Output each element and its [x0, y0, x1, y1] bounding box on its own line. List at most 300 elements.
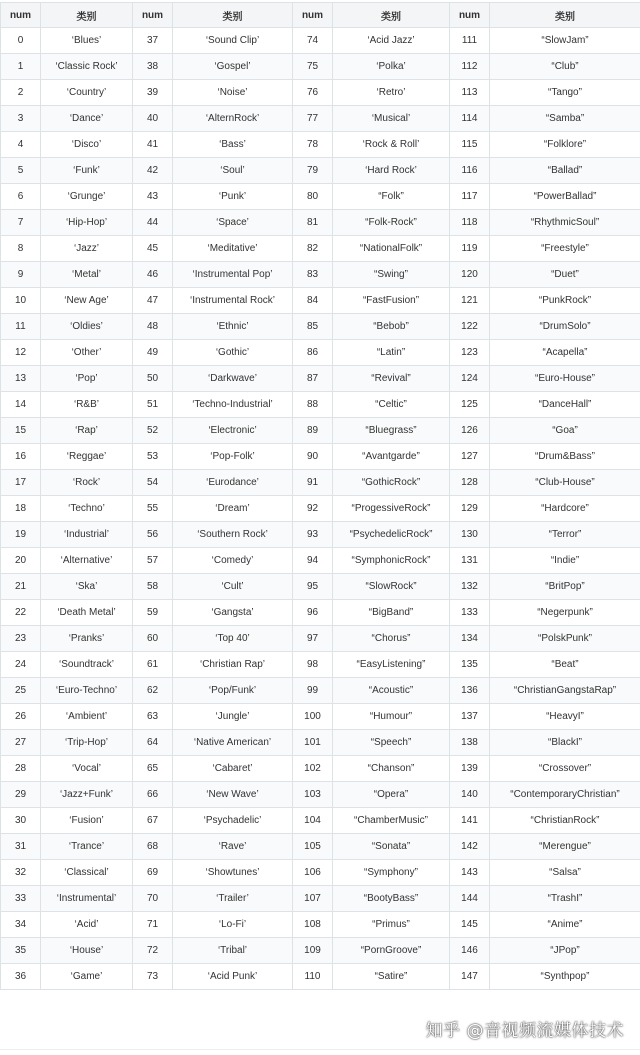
genre-cell: “TrashI” [490, 886, 640, 912]
genre-cell: ‘Musical’ [333, 106, 450, 132]
genre-cell: ‘Rap’ [41, 418, 133, 444]
genre-cell: ‘Ethnic’ [173, 314, 293, 340]
genre-cell: “ChamberMusic” [333, 808, 450, 834]
num-cell: 118 [450, 210, 490, 236]
genre-cell: “Satire” [333, 964, 450, 990]
num-cell: 66 [133, 782, 173, 808]
genre-cell: “Merengue” [490, 834, 640, 860]
genre-cell: ‘Meditative’ [173, 236, 293, 262]
num-cell: 101 [293, 730, 333, 756]
num-cell: 85 [293, 314, 333, 340]
num-cell: 24 [1, 652, 41, 678]
genre-cell: “Folk-Rock” [333, 210, 450, 236]
num-cell: 54 [133, 470, 173, 496]
num-cell: 46 [133, 262, 173, 288]
genre-cell: ‘Jazz+Funk’ [41, 782, 133, 808]
genre-cell: ‘Reggae’ [41, 444, 133, 470]
genre-cell: ‘R&B’ [41, 392, 133, 418]
num-cell: 48 [133, 314, 173, 340]
genre-cell: ‘Vocal’ [41, 756, 133, 782]
genre-cell: ‘New Age’ [41, 288, 133, 314]
num-cell: 80 [293, 184, 333, 210]
header-num-1: num [1, 3, 41, 28]
genre-cell: ‘Oldies’ [41, 314, 133, 340]
table-row [1, 600, 640, 626]
genre-cell: “Negerpunk” [490, 600, 640, 626]
genre-cell: “PowerBallad” [490, 184, 640, 210]
num-cell: 33 [1, 886, 41, 912]
num-cell: 135 [450, 652, 490, 678]
num-cell: 37 [133, 28, 173, 54]
genre-cell: “Hardcore” [490, 496, 640, 522]
num-cell: 77 [293, 106, 333, 132]
num-cell: 65 [133, 756, 173, 782]
genre-cell: ‘Polka’ [333, 54, 450, 80]
num-cell: 94 [293, 548, 333, 574]
num-cell: 47 [133, 288, 173, 314]
genre-cell: ‘Retro’ [333, 80, 450, 106]
header-num-2: num [133, 3, 173, 28]
num-cell: 121 [450, 288, 490, 314]
num-cell: 51 [133, 392, 173, 418]
genre-cell: ‘Funk’ [41, 158, 133, 184]
num-cell: 98 [293, 652, 333, 678]
genre-cell: ‘Gangsta’ [173, 600, 293, 626]
num-cell: 113 [450, 80, 490, 106]
genre-cell: ‘House’ [41, 938, 133, 964]
table-row [1, 886, 640, 912]
genre-cell: “Tango” [490, 80, 640, 106]
genre-cell: “SlowRock” [333, 574, 450, 600]
num-cell: 53 [133, 444, 173, 470]
num-cell: 43 [133, 184, 173, 210]
table-row [1, 834, 640, 860]
num-cell: 111 [450, 28, 490, 54]
num-cell: 139 [450, 756, 490, 782]
num-cell: 91 [293, 470, 333, 496]
num-cell: 110 [293, 964, 333, 990]
num-cell: 81 [293, 210, 333, 236]
genre-cell: ‘Classic Rock’ [41, 54, 133, 80]
genre-cell: ‘Trance’ [41, 834, 133, 860]
table-row [1, 782, 640, 808]
genre-cell: ‘Noise’ [173, 80, 293, 106]
genre-cell: “ContemporaryChristian” [490, 782, 640, 808]
genre-cell: “Folklore” [490, 132, 640, 158]
genre-cell: “Chorus” [333, 626, 450, 652]
genre-cell: “Ballad” [490, 158, 640, 184]
genre-cell: ‘Electronic’ [173, 418, 293, 444]
num-cell: 116 [450, 158, 490, 184]
table-row [1, 210, 640, 236]
num-cell: 99 [293, 678, 333, 704]
num-cell: 133 [450, 600, 490, 626]
num-cell: 19 [1, 522, 41, 548]
genre-cell: ‘Industrial’ [41, 522, 133, 548]
header-genre-3: 类别 [333, 3, 450, 28]
num-cell: 28 [1, 756, 41, 782]
table-row [1, 132, 640, 158]
table-row [1, 444, 640, 470]
genre-cell: ‘Top 40’ [173, 626, 293, 652]
genre-cell: “PsychedelicRock” [333, 522, 450, 548]
genre-cell: “BlackI” [490, 730, 640, 756]
num-cell: 107 [293, 886, 333, 912]
genre-cell: “Folk” [333, 184, 450, 210]
genre-cell: ‘Showtunes’ [173, 860, 293, 886]
num-cell: 30 [1, 808, 41, 834]
genre-cell: “Anime” [490, 912, 640, 938]
num-cell: 122 [450, 314, 490, 340]
genre-cell: “ChristianGangstaRap” [490, 678, 640, 704]
genre-cell: ‘Alternative’ [41, 548, 133, 574]
genre-cell: ‘Comedy’ [173, 548, 293, 574]
num-cell: 112 [450, 54, 490, 80]
num-cell: 38 [133, 54, 173, 80]
num-cell: 63 [133, 704, 173, 730]
table-row [1, 574, 640, 600]
genre-cell: ‘Acid Punk’ [173, 964, 293, 990]
genre-cell: “Latin” [333, 340, 450, 366]
num-cell: 115 [450, 132, 490, 158]
num-cell: 103 [293, 782, 333, 808]
num-cell: 119 [450, 236, 490, 262]
genre-cell: “Swing” [333, 262, 450, 288]
table-row [1, 808, 640, 834]
num-cell: 6 [1, 184, 41, 210]
genre-cell: ‘Southern Rock’ [173, 522, 293, 548]
genre-cell: “Synthpop” [490, 964, 640, 990]
num-cell: 144 [450, 886, 490, 912]
genre-cell: ‘Acid Jazz’ [333, 28, 450, 54]
num-cell: 2 [1, 80, 41, 106]
num-cell: 79 [293, 158, 333, 184]
genre-cell: “SlowJam” [490, 28, 640, 54]
num-cell: 12 [1, 340, 41, 366]
genre-cell: “Club” [490, 54, 640, 80]
num-cell: 95 [293, 574, 333, 600]
genre-cell: “Beat” [490, 652, 640, 678]
genre-cell: “Sonata” [333, 834, 450, 860]
header-genre-4: 类别 [490, 3, 640, 28]
num-cell: 41 [133, 132, 173, 158]
genre-cell: ‘Psychadelic’ [173, 808, 293, 834]
num-cell: 76 [293, 80, 333, 106]
table-row [1, 262, 640, 288]
genre-cell: “Acoustic” [333, 678, 450, 704]
genre-cell: ‘Trip-Hop’ [41, 730, 133, 756]
genre-cell: ‘Country’ [41, 80, 133, 106]
num-cell: 138 [450, 730, 490, 756]
num-cell: 84 [293, 288, 333, 314]
num-cell: 100 [293, 704, 333, 730]
genre-cell: ‘Native American’ [173, 730, 293, 756]
genre-cell: ‘Jazz’ [41, 236, 133, 262]
num-cell: 42 [133, 158, 173, 184]
genre-cell: “Terror” [490, 522, 640, 548]
genre-cell: “NationalFolk” [333, 236, 450, 262]
num-cell: 132 [450, 574, 490, 600]
num-cell: 52 [133, 418, 173, 444]
genre-cell: ‘Dance’ [41, 106, 133, 132]
num-cell: 71 [133, 912, 173, 938]
num-cell: 45 [133, 236, 173, 262]
genre-table [0, 2, 640, 990]
table-row [1, 496, 640, 522]
genre-cell: ‘Grunge’ [41, 184, 133, 210]
genre-cell: ‘Game’ [41, 964, 133, 990]
table-body [1, 28, 640, 990]
genre-cell: “PolskPunk” [490, 626, 640, 652]
genre-cell: ‘Cult’ [173, 574, 293, 600]
genre-cell: ‘Space’ [173, 210, 293, 236]
num-cell: 62 [133, 678, 173, 704]
table-row [1, 184, 640, 210]
table-row [1, 938, 640, 964]
num-cell: 117 [450, 184, 490, 210]
num-cell: 89 [293, 418, 333, 444]
genre-cell: ‘Classical’ [41, 860, 133, 886]
table-row [1, 678, 640, 704]
num-cell: 123 [450, 340, 490, 366]
table-row [1, 288, 640, 314]
genre-cell: ‘Trailer’ [173, 886, 293, 912]
genre-cell: “HeavyI” [490, 704, 640, 730]
table-row [1, 704, 640, 730]
genre-cell: ‘Other’ [41, 340, 133, 366]
num-cell: 8 [1, 236, 41, 262]
num-cell: 105 [293, 834, 333, 860]
genre-cell: “Duet” [490, 262, 640, 288]
num-cell: 106 [293, 860, 333, 886]
num-cell: 130 [450, 522, 490, 548]
genre-cell: “Crossover” [490, 756, 640, 782]
table-header [1, 3, 640, 28]
num-cell: 25 [1, 678, 41, 704]
num-cell: 134 [450, 626, 490, 652]
genre-cell: “Celtic” [333, 392, 450, 418]
genre-cell: ‘Ska’ [41, 574, 133, 600]
genre-cell: “SymphonicRock” [333, 548, 450, 574]
table-row [1, 964, 640, 990]
num-cell: 96 [293, 600, 333, 626]
num-cell: 15 [1, 418, 41, 444]
genre-cell: “GothicRock” [333, 470, 450, 496]
header-genre-2: 类别 [173, 3, 293, 28]
genre-cell: “JPop” [490, 938, 640, 964]
genre-cell: ‘Fusion’ [41, 808, 133, 834]
num-cell: 61 [133, 652, 173, 678]
genre-cell: “BigBand” [333, 600, 450, 626]
num-cell: 11 [1, 314, 41, 340]
genre-cell: ‘Euro-Techno’ [41, 678, 133, 704]
genre-cell: “Club-House” [490, 470, 640, 496]
num-cell: 31 [1, 834, 41, 860]
table-row [1, 392, 640, 418]
genre-cell: ‘Disco’ [41, 132, 133, 158]
num-cell: 22 [1, 600, 41, 626]
num-cell: 35 [1, 938, 41, 964]
num-cell: 108 [293, 912, 333, 938]
genre-cell: “FastFusion” [333, 288, 450, 314]
num-cell: 102 [293, 756, 333, 782]
genre-cell: ‘Pop/Funk’ [173, 678, 293, 704]
watermark: 知乎 @音视频流媒体技术 [425, 1021, 624, 1041]
genre-cell: ‘Pop’ [41, 366, 133, 392]
genre-cell: “Primus” [333, 912, 450, 938]
genre-cell: ‘Sound Clip’ [173, 28, 293, 54]
genre-cell: “Humour” [333, 704, 450, 730]
num-cell: 92 [293, 496, 333, 522]
genre-cell: ‘Dream’ [173, 496, 293, 522]
num-cell: 55 [133, 496, 173, 522]
genre-cell: ‘Soul’ [173, 158, 293, 184]
table-row [1, 314, 640, 340]
genre-cell: ‘Acid’ [41, 912, 133, 938]
num-cell: 78 [293, 132, 333, 158]
genre-cell: ‘Punk’ [173, 184, 293, 210]
num-cell: 20 [1, 548, 41, 574]
genre-cell: ‘Death Metal’ [41, 600, 133, 626]
num-cell: 58 [133, 574, 173, 600]
table-row [1, 912, 640, 938]
genre-cell: ‘Christian Rap’ [173, 652, 293, 678]
num-cell: 142 [450, 834, 490, 860]
genre-cell: “Samba” [490, 106, 640, 132]
num-cell: 74 [293, 28, 333, 54]
genre-cell: ‘Rave’ [173, 834, 293, 860]
table-row [1, 548, 640, 574]
num-cell: 90 [293, 444, 333, 470]
num-cell: 131 [450, 548, 490, 574]
num-cell: 0 [1, 28, 41, 54]
num-cell: 23 [1, 626, 41, 652]
num-cell: 21 [1, 574, 41, 600]
genre-cell: ‘Eurodance’ [173, 470, 293, 496]
num-cell: 82 [293, 236, 333, 262]
genre-cell: ‘Cabaret’ [173, 756, 293, 782]
num-cell: 68 [133, 834, 173, 860]
num-cell: 104 [293, 808, 333, 834]
genre-cell: “Indie” [490, 548, 640, 574]
table-row [1, 522, 640, 548]
genre-cell: “DrumSolo” [490, 314, 640, 340]
genre-cell: ‘Rock & Roll’ [333, 132, 450, 158]
num-cell: 5 [1, 158, 41, 184]
genre-cell: “DanceHall” [490, 392, 640, 418]
genre-cell: ‘Pranks’ [41, 626, 133, 652]
table-row [1, 418, 640, 444]
table-row [1, 80, 640, 106]
table-row [1, 470, 640, 496]
num-cell: 1 [1, 54, 41, 80]
num-cell: 9 [1, 262, 41, 288]
num-cell: 26 [1, 704, 41, 730]
num-cell: 146 [450, 938, 490, 964]
num-cell: 114 [450, 106, 490, 132]
num-cell: 83 [293, 262, 333, 288]
genre-cell: ‘Darkwave’ [173, 366, 293, 392]
genre-cell: ‘Hard Rock’ [333, 158, 450, 184]
genre-cell: ‘Pop-Folk’ [173, 444, 293, 470]
num-cell: 128 [450, 470, 490, 496]
num-cell: 4 [1, 132, 41, 158]
num-cell: 59 [133, 600, 173, 626]
genre-cell: ‘Instrumental’ [41, 886, 133, 912]
genre-cell: “BootyBass” [333, 886, 450, 912]
table-row [1, 652, 640, 678]
genre-cell: “Bluegrass” [333, 418, 450, 444]
num-cell: 70 [133, 886, 173, 912]
table-row [1, 626, 640, 652]
header-row [1, 3, 640, 28]
table-row [1, 860, 640, 886]
genre-cell: ‘Rock’ [41, 470, 133, 496]
num-cell: 129 [450, 496, 490, 522]
genre-cell: ‘Techno’ [41, 496, 133, 522]
header-num-4: num [450, 3, 490, 28]
bottom-divider [0, 1049, 640, 1050]
table-row [1, 54, 640, 80]
genre-cell: “PunkRock” [490, 288, 640, 314]
num-cell: 127 [450, 444, 490, 470]
table-row [1, 730, 640, 756]
num-cell: 137 [450, 704, 490, 730]
num-cell: 29 [1, 782, 41, 808]
num-cell: 86 [293, 340, 333, 366]
genre-cell: ‘Blues’ [41, 28, 133, 54]
num-cell: 50 [133, 366, 173, 392]
genre-cell: “EasyListening” [333, 652, 450, 678]
num-cell: 32 [1, 860, 41, 886]
num-cell: 44 [133, 210, 173, 236]
genre-cell: “Opera” [333, 782, 450, 808]
num-cell: 143 [450, 860, 490, 886]
genre-cell: “Bebob” [333, 314, 450, 340]
genre-cell: ‘AlternRock’ [173, 106, 293, 132]
header-num-3: num [293, 3, 333, 28]
genre-cell: “Chanson” [333, 756, 450, 782]
num-cell: 13 [1, 366, 41, 392]
num-cell: 93 [293, 522, 333, 548]
header-genre-1: 类别 [41, 3, 133, 28]
genre-cell: ‘New Wave’ [173, 782, 293, 808]
genre-cell: “Freestyle” [490, 236, 640, 262]
genre-cell: ‘Soundtrack’ [41, 652, 133, 678]
genre-cell: ‘Bass’ [173, 132, 293, 158]
genre-cell: “Revival” [333, 366, 450, 392]
genre-cell: “Salsa” [490, 860, 640, 886]
genre-cell: “Speech” [333, 730, 450, 756]
table-row [1, 340, 640, 366]
num-cell: 17 [1, 470, 41, 496]
genre-cell: ‘Ambient’ [41, 704, 133, 730]
num-cell: 36 [1, 964, 41, 990]
num-cell: 27 [1, 730, 41, 756]
num-cell: 10 [1, 288, 41, 314]
num-cell: 126 [450, 418, 490, 444]
num-cell: 56 [133, 522, 173, 548]
num-cell: 141 [450, 808, 490, 834]
num-cell: 72 [133, 938, 173, 964]
num-cell: 57 [133, 548, 173, 574]
genre-cell: “Goa” [490, 418, 640, 444]
genre-cell: ‘Gospel’ [173, 54, 293, 80]
num-cell: 147 [450, 964, 490, 990]
num-cell: 97 [293, 626, 333, 652]
genre-cell: ‘Metal’ [41, 262, 133, 288]
num-cell: 109 [293, 938, 333, 964]
